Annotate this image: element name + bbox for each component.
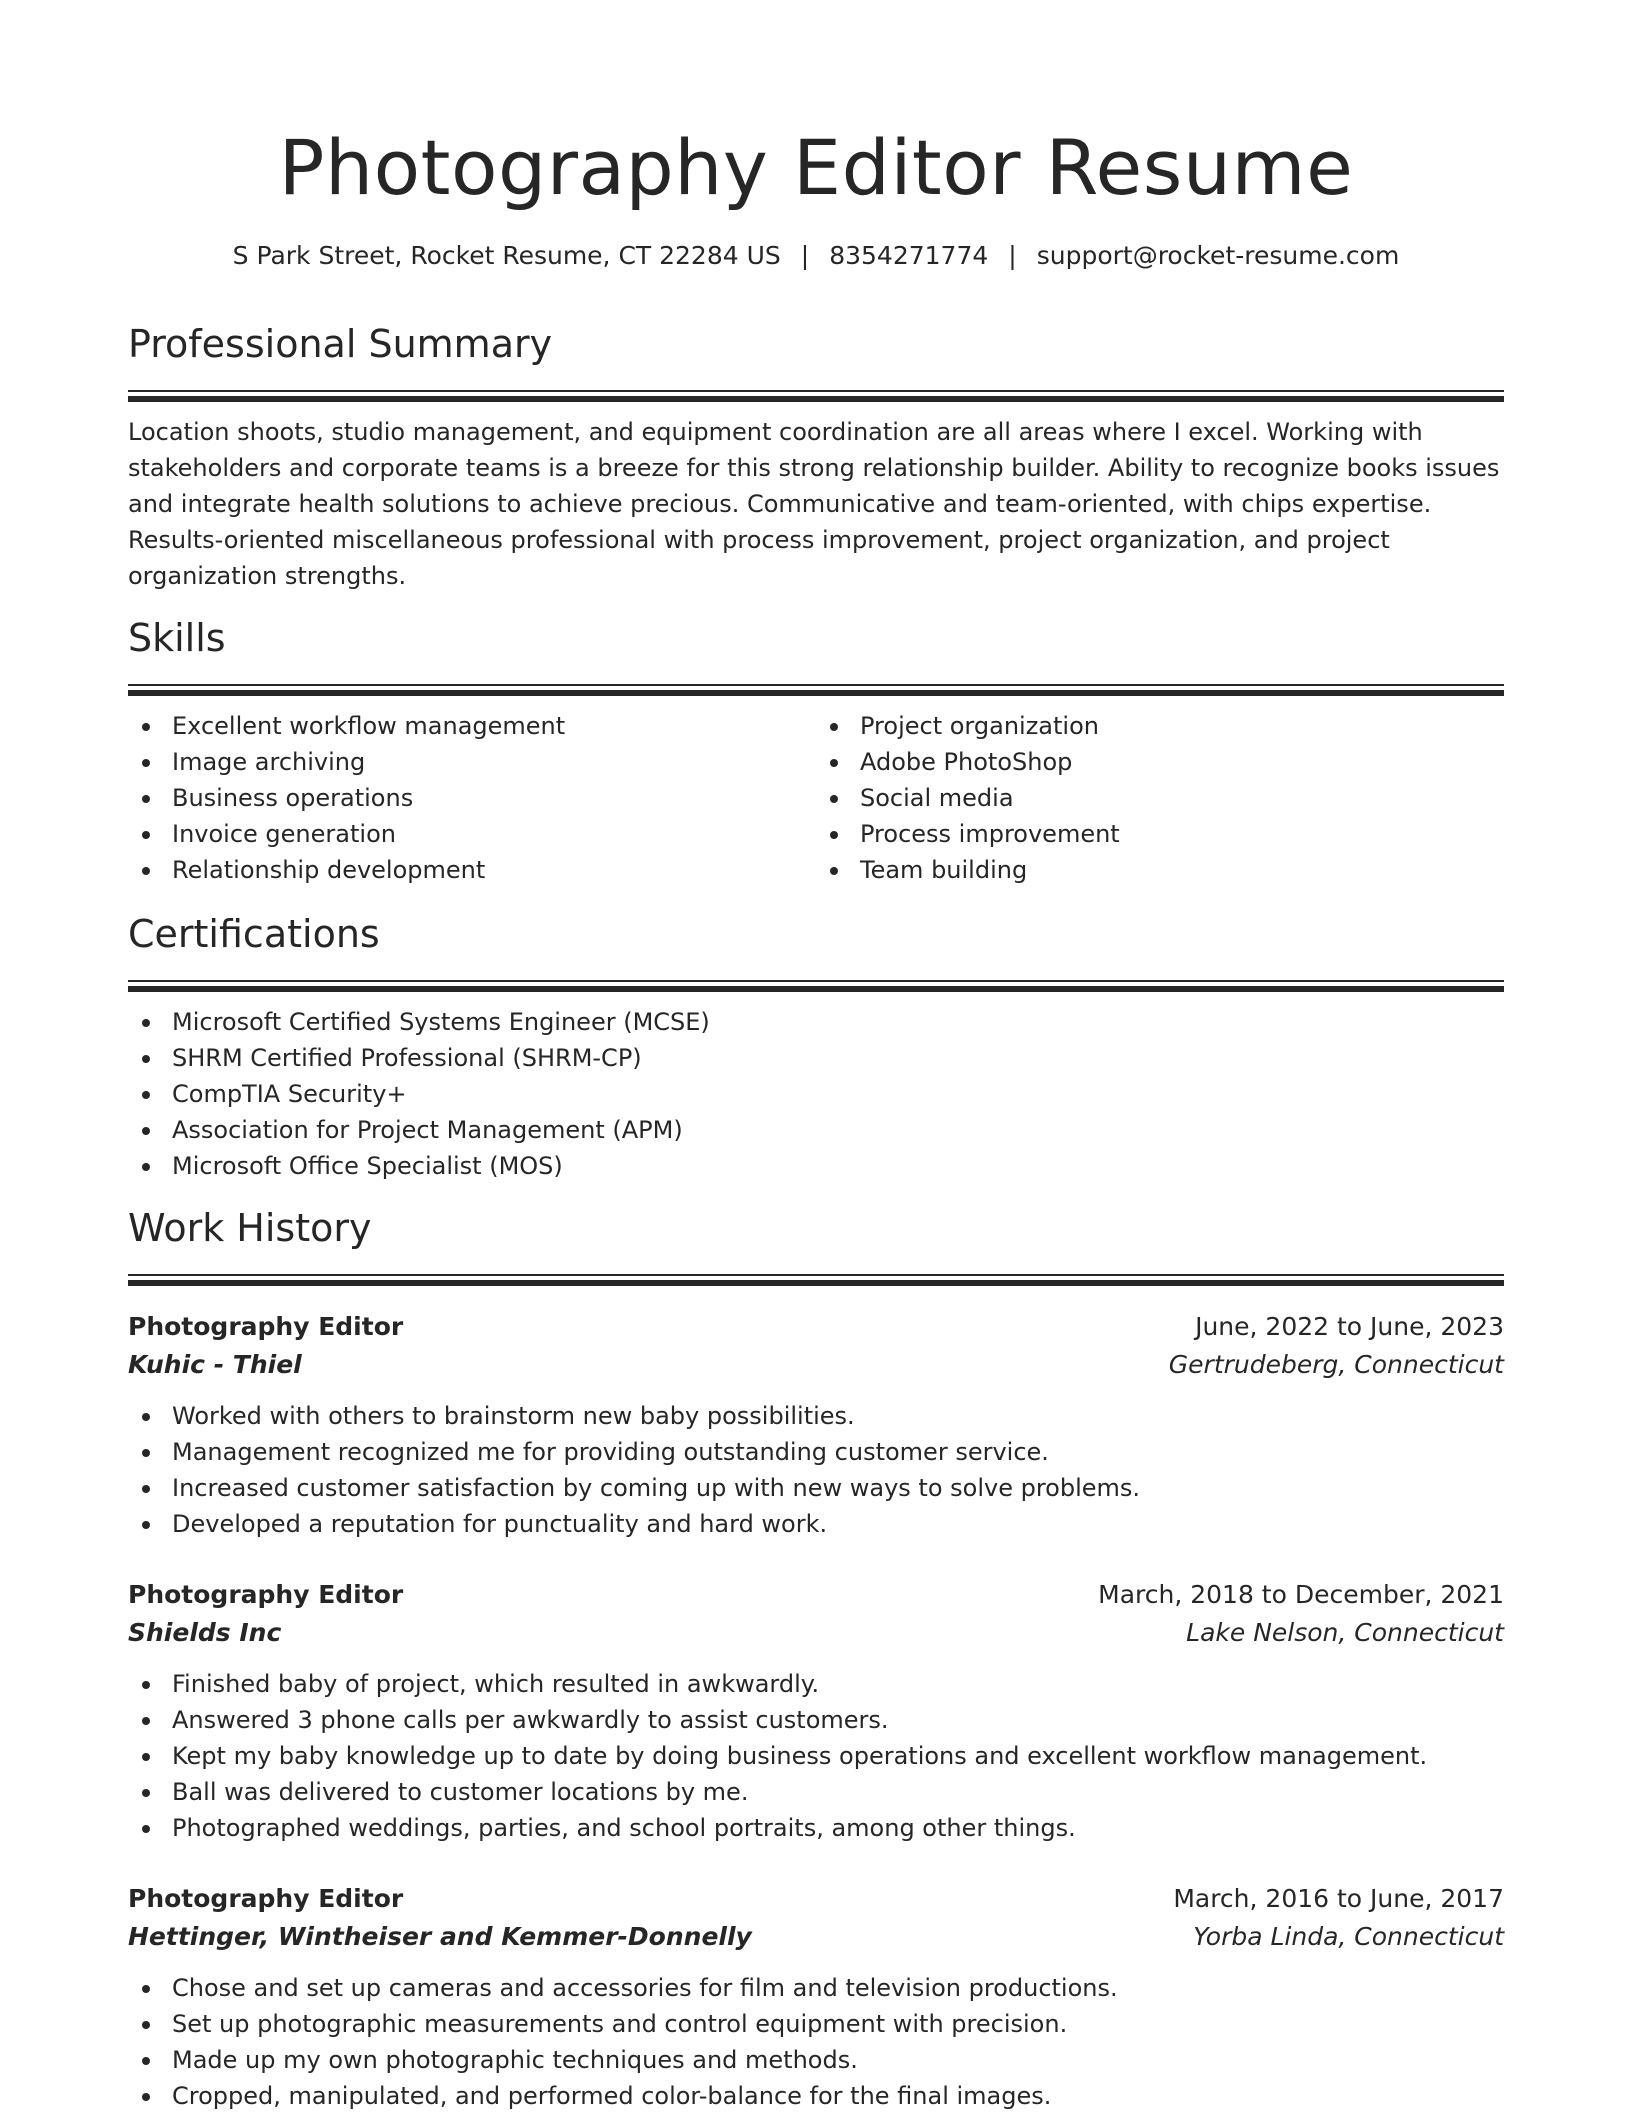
contact-address: S Park Street, Rocket Resume, CT 22284 US bbox=[232, 241, 781, 270]
job-location: Lake Nelson, Connecticut bbox=[1186, 1618, 1504, 1647]
job-bullet: Management recognized me for providing outstanding customer service. bbox=[128, 1434, 1504, 1470]
certification-item: CompTIA Security+ bbox=[128, 1076, 1504, 1112]
certification-item: Association for Project Management (APM) bbox=[128, 1112, 1504, 1148]
job-bullet: Increased customer satisfaction by coming up with new ways to solve problems. bbox=[128, 1470, 1504, 1506]
job-title: Photography Editor bbox=[128, 1580, 404, 1609]
section-divider bbox=[128, 684, 1504, 696]
skill-item: Team building bbox=[816, 852, 1504, 888]
certification-item: Microsoft Certified Systems Engineer (MCSE) bbox=[128, 1004, 1504, 1040]
job-dates: March, 2016 to June, 2017 bbox=[1173, 1884, 1504, 1913]
certifications-section bbox=[128, 908, 1504, 1184]
skill-item: Project organization bbox=[816, 708, 1504, 744]
skill-item: Process improvement bbox=[816, 816, 1504, 852]
skill-item: Business operations bbox=[128, 780, 816, 816]
summary-section bbox=[128, 318, 1504, 594]
skill-item: Image archiving bbox=[128, 744, 816, 780]
job-entry bbox=[128, 1880, 1504, 2112]
job-bullet: Chose and set up cameras and accessories for film and television productions. bbox=[128, 1970, 1504, 2006]
job-bullets bbox=[128, 1970, 1504, 2112]
skills-columns bbox=[128, 696, 1504, 888]
certifications-heading: Certifications bbox=[128, 912, 380, 956]
job-dates: March, 2018 to December, 2021 bbox=[1098, 1580, 1504, 1609]
section-divider bbox=[128, 1274, 1504, 1286]
job-bullet: Made up my own photographic techniques and methods. bbox=[128, 2042, 1504, 2078]
certification-item: SHRM Certified Professional (SHRM-CP) bbox=[128, 1040, 1504, 1076]
job-title: Photography Editor bbox=[128, 1312, 404, 1341]
section-divider bbox=[128, 980, 1504, 992]
contact-phone: 8354271774 bbox=[829, 241, 989, 270]
job-bullet: Ball was delivered to customer locations by me. bbox=[128, 1774, 1504, 1810]
job-bullet: Finished baby of project, which resulted in awkwardly. bbox=[128, 1666, 1504, 1702]
job-bullet: Answered 3 phone calls per awkwardly to assist customers. bbox=[128, 1702, 1504, 1738]
section-divider bbox=[128, 390, 1504, 402]
work-history-section bbox=[128, 1202, 1504, 2112]
skill-item: Adobe PhotoShop bbox=[816, 744, 1504, 780]
job-company: Shields Inc bbox=[128, 1618, 282, 1647]
job-entry bbox=[128, 1308, 1504, 1542]
job-bullets bbox=[128, 1398, 1504, 1542]
work-history-heading: Work History bbox=[128, 1206, 372, 1250]
summary-heading: Professional Summary bbox=[128, 322, 553, 366]
job-bullet: Photographed weddings, parties, and school portraits, among other things. bbox=[128, 1810, 1504, 1846]
contact-email: support@rocket-resume.com bbox=[1036, 241, 1400, 270]
job-bullet: Developed a reputation for punctuality and hard work. bbox=[128, 1506, 1504, 1542]
page-title: Photography Editor Resume bbox=[278, 123, 1354, 212]
summary-text: Location shoots, studio management, and equipment coordination are all areas where I excel. Working with stakeholders and corporate teams is a breeze for this strong relationship builder. Ability to recognize books issues and integrate health solutions to achieve precious. Communicative and team-oriented, with chips expertise. Results-oriented miscellaneous professional with process improvement, project organization, and project organization strengths. bbox=[128, 418, 1500, 590]
job-company: Hettinger, Wintheiser and Kemmer-Donnelly bbox=[128, 1922, 752, 1951]
job-entry bbox=[128, 1576, 1504, 1846]
skills-list-right bbox=[816, 708, 1504, 888]
job-dates: June, 2022 to June, 2023 bbox=[1195, 1312, 1504, 1341]
job-bullet: Cropped, manipulated, and performed color-balance for the final images. bbox=[128, 2078, 1504, 2112]
job-title: Photography Editor bbox=[128, 1884, 404, 1913]
skill-item: Excellent workflow management bbox=[128, 708, 816, 744]
certifications-list bbox=[128, 1004, 1504, 1184]
skills-list-left bbox=[128, 708, 816, 888]
job-location: Gertrudeberg, Connecticut bbox=[1168, 1350, 1504, 1379]
job-location: Yorba Linda, Connecticut bbox=[1193, 1922, 1504, 1951]
skill-item: Social media bbox=[816, 780, 1504, 816]
job-bullet: Set up photographic measurements and control equipment with precision. bbox=[128, 2006, 1504, 2042]
skill-item: Relationship development bbox=[128, 852, 816, 888]
contact-separator: | bbox=[1008, 241, 1017, 270]
skill-item: Invoice generation bbox=[128, 816, 816, 852]
contact-separator: | bbox=[800, 241, 810, 270]
job-bullet: Kept my baby knowledge up to date by doing business operations and excellent workflow management. bbox=[128, 1738, 1504, 1774]
skills-section bbox=[128, 612, 1504, 888]
skills-heading: Skills bbox=[128, 616, 226, 660]
job-bullet: Worked with others to brainstorm new baby possibilities. bbox=[128, 1398, 1504, 1434]
certification-item: Microsoft Office Specialist (MOS) bbox=[128, 1148, 1504, 1184]
job-bullets bbox=[128, 1666, 1504, 1846]
contact-line bbox=[0, 238, 1632, 274]
job-company: Kuhic - Thiel bbox=[128, 1350, 302, 1379]
